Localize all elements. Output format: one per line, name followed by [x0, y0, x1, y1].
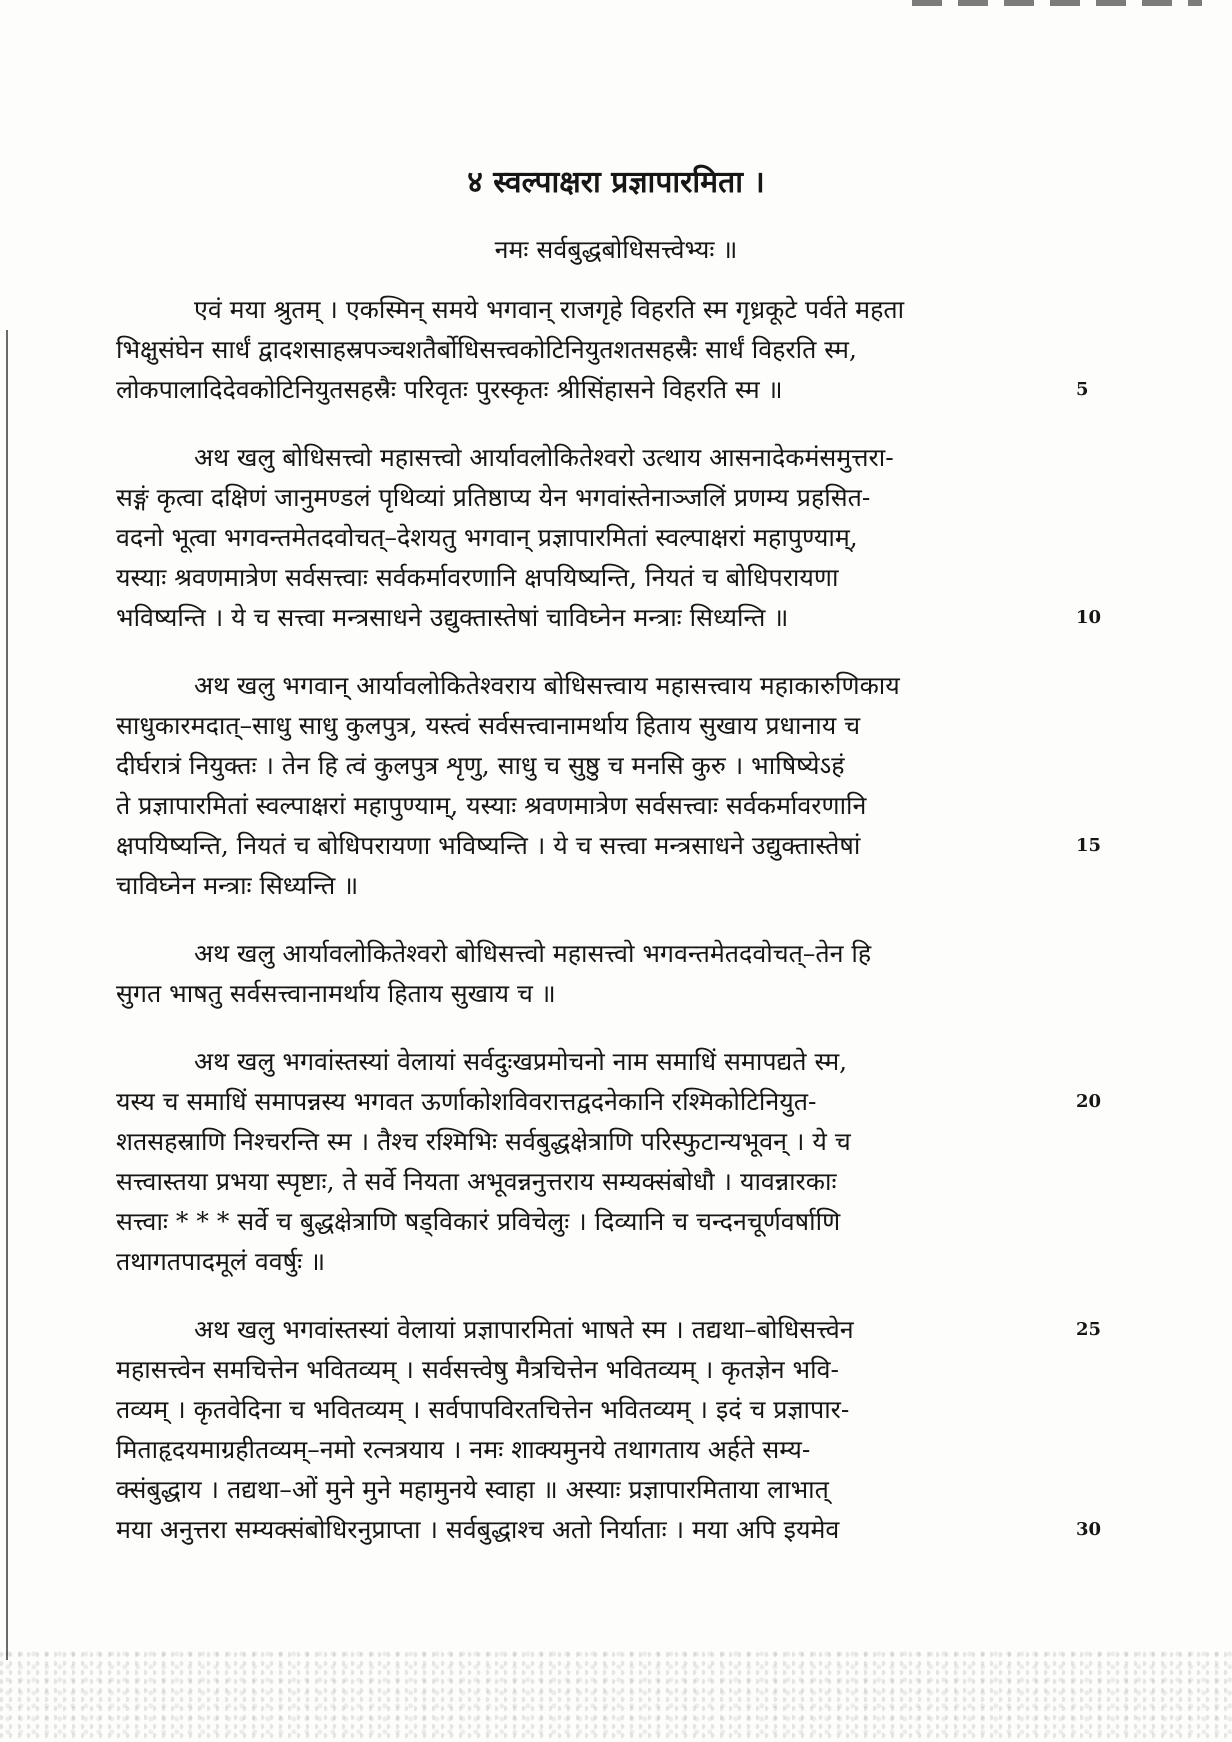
- top-edge-marks: [912, 0, 1202, 6]
- line-text: तथागतपादमूलं ववर्षुः ॥: [116, 1247, 326, 1276]
- line-text: तव्यम् । कृतवेदिना च भवितव्यम् । सर्वपापविरतचित्तेन भवितव्यम् । इदं च प्रज्ञापार-: [116, 1395, 850, 1424]
- paragraph: [116, 1310, 1102, 1550]
- text-line: [116, 438, 1046, 478]
- invocation-line: नमः सर्वबुद्धबोधिसत्त्वेभ्यः ॥: [494, 235, 738, 264]
- line-text: लोकपालादिदेवकोटिनियुतसहस्रैः परिवृतः पुरस्कृतः श्रीसिंहासने विहरति स्म ॥: [116, 375, 783, 404]
- line-number: 20: [1076, 1091, 1102, 1112]
- line-text: एवं मया श्रुतम् । एकस्मिन् समये भगवान् राजगृहे विहरति स्म गृध्रकूटे पर्वते महता: [194, 295, 905, 324]
- line-text: सत्त्वाः * * * सर्वे च बुद्धक्षेत्राणि षड्विकारं प्रविचेलुः । दिव्यानि च चन्दनचूर्णवर्षाणि: [116, 1207, 841, 1236]
- line-text: भविष्यन्ति । ये च सत्त्वा मन्त्रसाधने उद्युक्तास्तेषां चाविघ्नेन मन्त्राः सिध्यन्ति ॥: [116, 603, 789, 632]
- text-line: [116, 1042, 1046, 1082]
- scan-noise-bottom: [0, 1650, 1232, 1742]
- text-line: [116, 598, 1102, 638]
- line-text: अथ खलु भगवांस्तस्यां वेलायां सर्वदुःखप्रमोचनो नाम समाधिं समापद्यते स्म,: [194, 1047, 848, 1076]
- line-text: भिक्षुसंघेन सार्धं द्वादशसाहस्रपञ्चशतैर्बोधिसत्त्वकोटिनियुतशतसहस्रैः सार्धं विहरति स्म,: [116, 335, 857, 364]
- text-line: [116, 1162, 1046, 1202]
- line-text: क्संबुद्धाय । तद्यथा–ओं मुने मुने महामुनये स्वाहा ॥ अस्याः प्रज्ञापारमिताया लाभात्: [116, 1475, 829, 1504]
- line-text: महासत्त्वेन समचित्तेन भवितव्यम् । सर्वसत्त्वेषु मैत्रचित्तेन भवितव्यम् । कृतज्ञेन भवि-: [116, 1355, 839, 1384]
- line-text: दीर्घरात्रं नियुक्तः । तेन हि त्वं कुलपुत्र शृणु, साधु च सुष्ठु च मनसि कुरु । भाषिष्येऽहं: [116, 751, 845, 780]
- line-text: सुगत भाषतु सर्वसत्त्वानामर्थाय हिताय सुखाय च ॥: [116, 979, 556, 1008]
- text-line: [116, 666, 1046, 706]
- text-line: [116, 330, 1046, 370]
- text-line: [116, 1122, 1046, 1162]
- line-text: ते प्रज्ञापारमितां स्वल्पाक्षरां महापुण्याम्, यस्याः श्रवणमात्रेण सर्वसत्त्वाः सर्वकर्मावरणानि: [116, 791, 867, 820]
- line-text: अथ खलु बोधिसत्त्वो महासत्त्वो आर्यावलोकितेश्वरो उत्थाय आसनादेकमंसमुत्तरा-: [194, 443, 894, 472]
- text-line: [116, 1310, 1102, 1350]
- line-text: शतसहस्राणि निश्चरन्ति स्म । तैश्च रश्मिभिः सर्वबुद्धक्षेत्राणि परिस्फुटान्यभूवन् । ये च: [116, 1127, 851, 1156]
- line-text: क्षपयिष्यन्ति, नियतं च बोधिपरायणा भविष्यन्ति । ये च सत्त्वा मन्त्रसाधने उद्युक्तास्तेषां: [116, 831, 861, 860]
- text-line: [116, 558, 1046, 598]
- line-number: 25: [1076, 1319, 1102, 1340]
- page-title: ४ स्वल्पाक्षरा प्रज्ञापारमिता ।: [467, 165, 765, 200]
- line-text: चाविघ्नेन मन्त्राः सिध्यन्ति ॥: [116, 871, 359, 900]
- text-line: [116, 1082, 1102, 1122]
- body-text: [116, 290, 1102, 1578]
- paragraph: [116, 1042, 1102, 1282]
- text-line: [116, 370, 1089, 410]
- text-line: [116, 866, 1046, 906]
- text-line: [116, 1430, 1046, 1470]
- line-text: अथ खलु आर्यावलोकितेश्वरो बोधिसत्त्वो महासत्त्वो भगवन्तमेतदवोचत्–तेन हि: [194, 939, 872, 968]
- text-line: [116, 518, 1046, 558]
- paragraph: [116, 934, 1046, 1014]
- paragraph: [116, 290, 1089, 410]
- line-number: 10: [1076, 607, 1102, 628]
- line-number: 5: [1076, 379, 1089, 400]
- text-line: [116, 1470, 1046, 1510]
- line-text: यस्य च समाधिं समापन्नस्य भगवत ऊर्णाकोशविवरात्तद्वदनेकानि रश्मिकोटिनियुत-: [116, 1087, 817, 1116]
- line-text: अथ खलु भगवान् आर्यावलोकितेश्वराय बोधिसत्त्वाय महासत्त्वाय महाकारुणिकाय: [194, 671, 900, 700]
- text-line: [116, 1242, 1046, 1282]
- text-line: [116, 478, 1046, 518]
- paragraph: [116, 666, 1102, 906]
- line-text: यस्याः श्रवणमात्रेण सर्वसत्त्वाः सर्वकर्मावरणानि क्षपयिष्यन्ति, नियतं च बोधिपरायणा: [116, 563, 839, 592]
- paragraph: [116, 438, 1102, 638]
- line-text: वदनो भूत्वा भगवन्तमेतदवोचत्–देशयतु भगवान् प्रज्ञापारमितां स्वल्पाक्षरां महापुण्याम्,: [116, 523, 858, 552]
- text-line: [116, 1390, 1046, 1430]
- line-number: 15: [1076, 835, 1102, 856]
- text-line: [116, 746, 1046, 786]
- line-text: साधुकारमदात्–साधु साधु कुलपुत्र, यस्त्वं सर्वसत्त्वानामर्थाय हिताय सुखाय प्रधानाय च: [116, 711, 861, 740]
- text-line: [116, 826, 1102, 866]
- line-text: मया अनुत्तरा सम्यक्संबोधिरनुप्राप्ता । सर्वबुद्धाश्च अतो निर्याताः । मया अपि इयमेव: [116, 1515, 840, 1544]
- text-line: [116, 934, 1046, 974]
- line-text: सङ्गं कृत्वा दक्षिणं जानुमण्डलं पृथिव्यां प्रतिष्ठाप्य येन भगवांस्तेनाञ्जलिं प्रणम्य प्रहसित-: [116, 483, 871, 512]
- line-number: 30: [1076, 1519, 1102, 1540]
- text-line: [116, 974, 1046, 1014]
- text-line: [116, 1510, 1102, 1550]
- line-text: सत्त्वास्तया प्रभया स्पृष्टाः, ते सर्वे नियता अभूवन्ननुत्तराय सम्यक्संबोधौ । यावन्नारकाः: [116, 1167, 837, 1196]
- text-line: [116, 786, 1046, 826]
- line-text: मिताहृदयमाग्रहीतव्यम्–नमो रत्नत्रयाय । नमः शाक्यमुनये तथागताय अर्हते सम्य-: [116, 1435, 811, 1464]
- text-line: [116, 290, 1046, 330]
- line-text: अथ खलु भगवांस्तस्यां वेलायां प्रज्ञापारमितां भाषते स्म । तद्यथा–बोधिसत्त्वेन: [194, 1315, 854, 1344]
- left-margin-rule: [6, 330, 8, 1660]
- text-line: [116, 1350, 1046, 1390]
- text-line: [116, 706, 1046, 746]
- text-line: [116, 1202, 1046, 1242]
